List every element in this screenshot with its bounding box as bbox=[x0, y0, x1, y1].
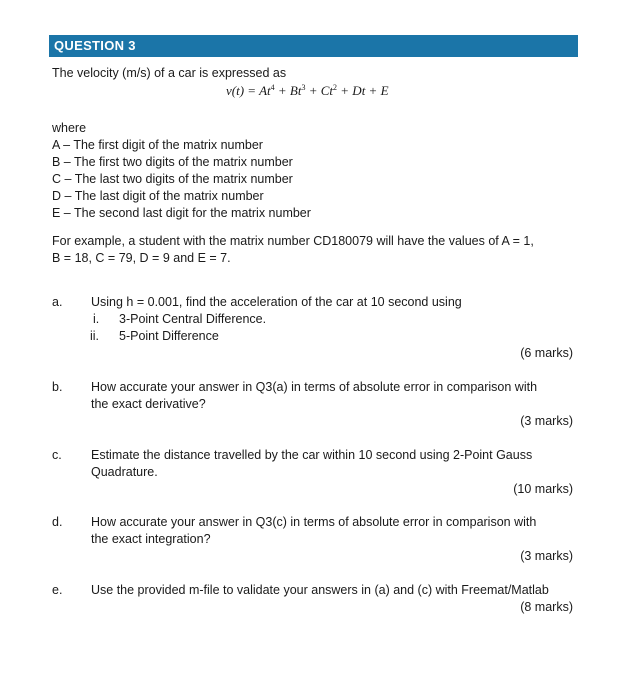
question-b-marks: (3 marks) bbox=[520, 414, 573, 428]
formula-exp-b: 3 bbox=[301, 83, 306, 92]
example-line-1: For example, a student with the matrix number CD180079 will have the values of A = 1, bbox=[52, 234, 534, 248]
question-c-marks: (10 marks) bbox=[513, 482, 573, 496]
question-c-letter: c. bbox=[52, 448, 62, 462]
question-a-sub-2-num: ii. bbox=[90, 329, 100, 343]
question-a-text: Using h = 0.001, find the acceleration of the car at 10 second using bbox=[91, 295, 462, 309]
where-item-a: A – The first digit of the matrix number bbox=[52, 138, 263, 152]
where-item-c: C – The last two digits of the matrix number bbox=[52, 172, 293, 186]
formula-term-a: At bbox=[259, 83, 271, 98]
question-b-letter: b. bbox=[52, 380, 63, 394]
question-c-text-1: Estimate the distance travelled by the car within 10 second using 2-Point Gauss bbox=[91, 448, 533, 462]
question-d-text-1: How accurate your answer in Q3(c) in terms of absolute error in comparison with bbox=[91, 515, 537, 529]
where-label: where bbox=[52, 121, 87, 135]
velocity-formula bbox=[226, 83, 389, 99]
question-a-sub-2-text: 5-Point Difference bbox=[119, 329, 219, 343]
question-a-sub-1-num: i. bbox=[93, 312, 100, 326]
question-e-text-1: Use the provided m-file to validate your answers in (a) and (c) with Freemat/Matlab bbox=[91, 583, 549, 597]
formula-lhs: v(t) = bbox=[226, 83, 260, 98]
intro-text: The velocity (m/s) of a car is expressed as bbox=[52, 66, 287, 80]
where-item-b: B – The first two digits of the matrix number bbox=[52, 155, 293, 169]
formula-term-b: + Bt bbox=[274, 83, 302, 98]
where-item-d: D – The last digit of the matrix number bbox=[52, 189, 264, 203]
question-a-sub-1-text: 3-Point Central Difference. bbox=[119, 312, 267, 326]
question-e-letter: e. bbox=[52, 583, 63, 597]
question-b-text-2: the exact derivative? bbox=[91, 397, 206, 411]
question-e-marks: (8 marks) bbox=[520, 600, 573, 614]
formula-exp-a: 4 bbox=[270, 83, 275, 92]
formula-exp-c: 2 bbox=[333, 83, 338, 92]
where-item-e: E – The second last digit for the matrix number bbox=[52, 206, 311, 220]
question-header: QUESTION 3 bbox=[49, 35, 578, 57]
question-d-text-2: the exact integration? bbox=[91, 532, 211, 546]
question-d-marks: (3 marks) bbox=[520, 549, 573, 563]
question-c-text-2: Quadrature. bbox=[91, 465, 158, 479]
example-line-2: B = 18, C = 79, D = 9 and E = 7. bbox=[52, 251, 231, 265]
question-a-letter: a. bbox=[52, 295, 63, 309]
question-a-marks: (6 marks) bbox=[520, 346, 573, 360]
question-d-letter: d. bbox=[52, 515, 63, 529]
formula-term-c: + Ct bbox=[305, 83, 334, 98]
question-b-text-1: How accurate your answer in Q3(a) in terms of absolute error in comparison with bbox=[91, 380, 538, 394]
formula-rest: + Dt + E bbox=[337, 83, 389, 98]
